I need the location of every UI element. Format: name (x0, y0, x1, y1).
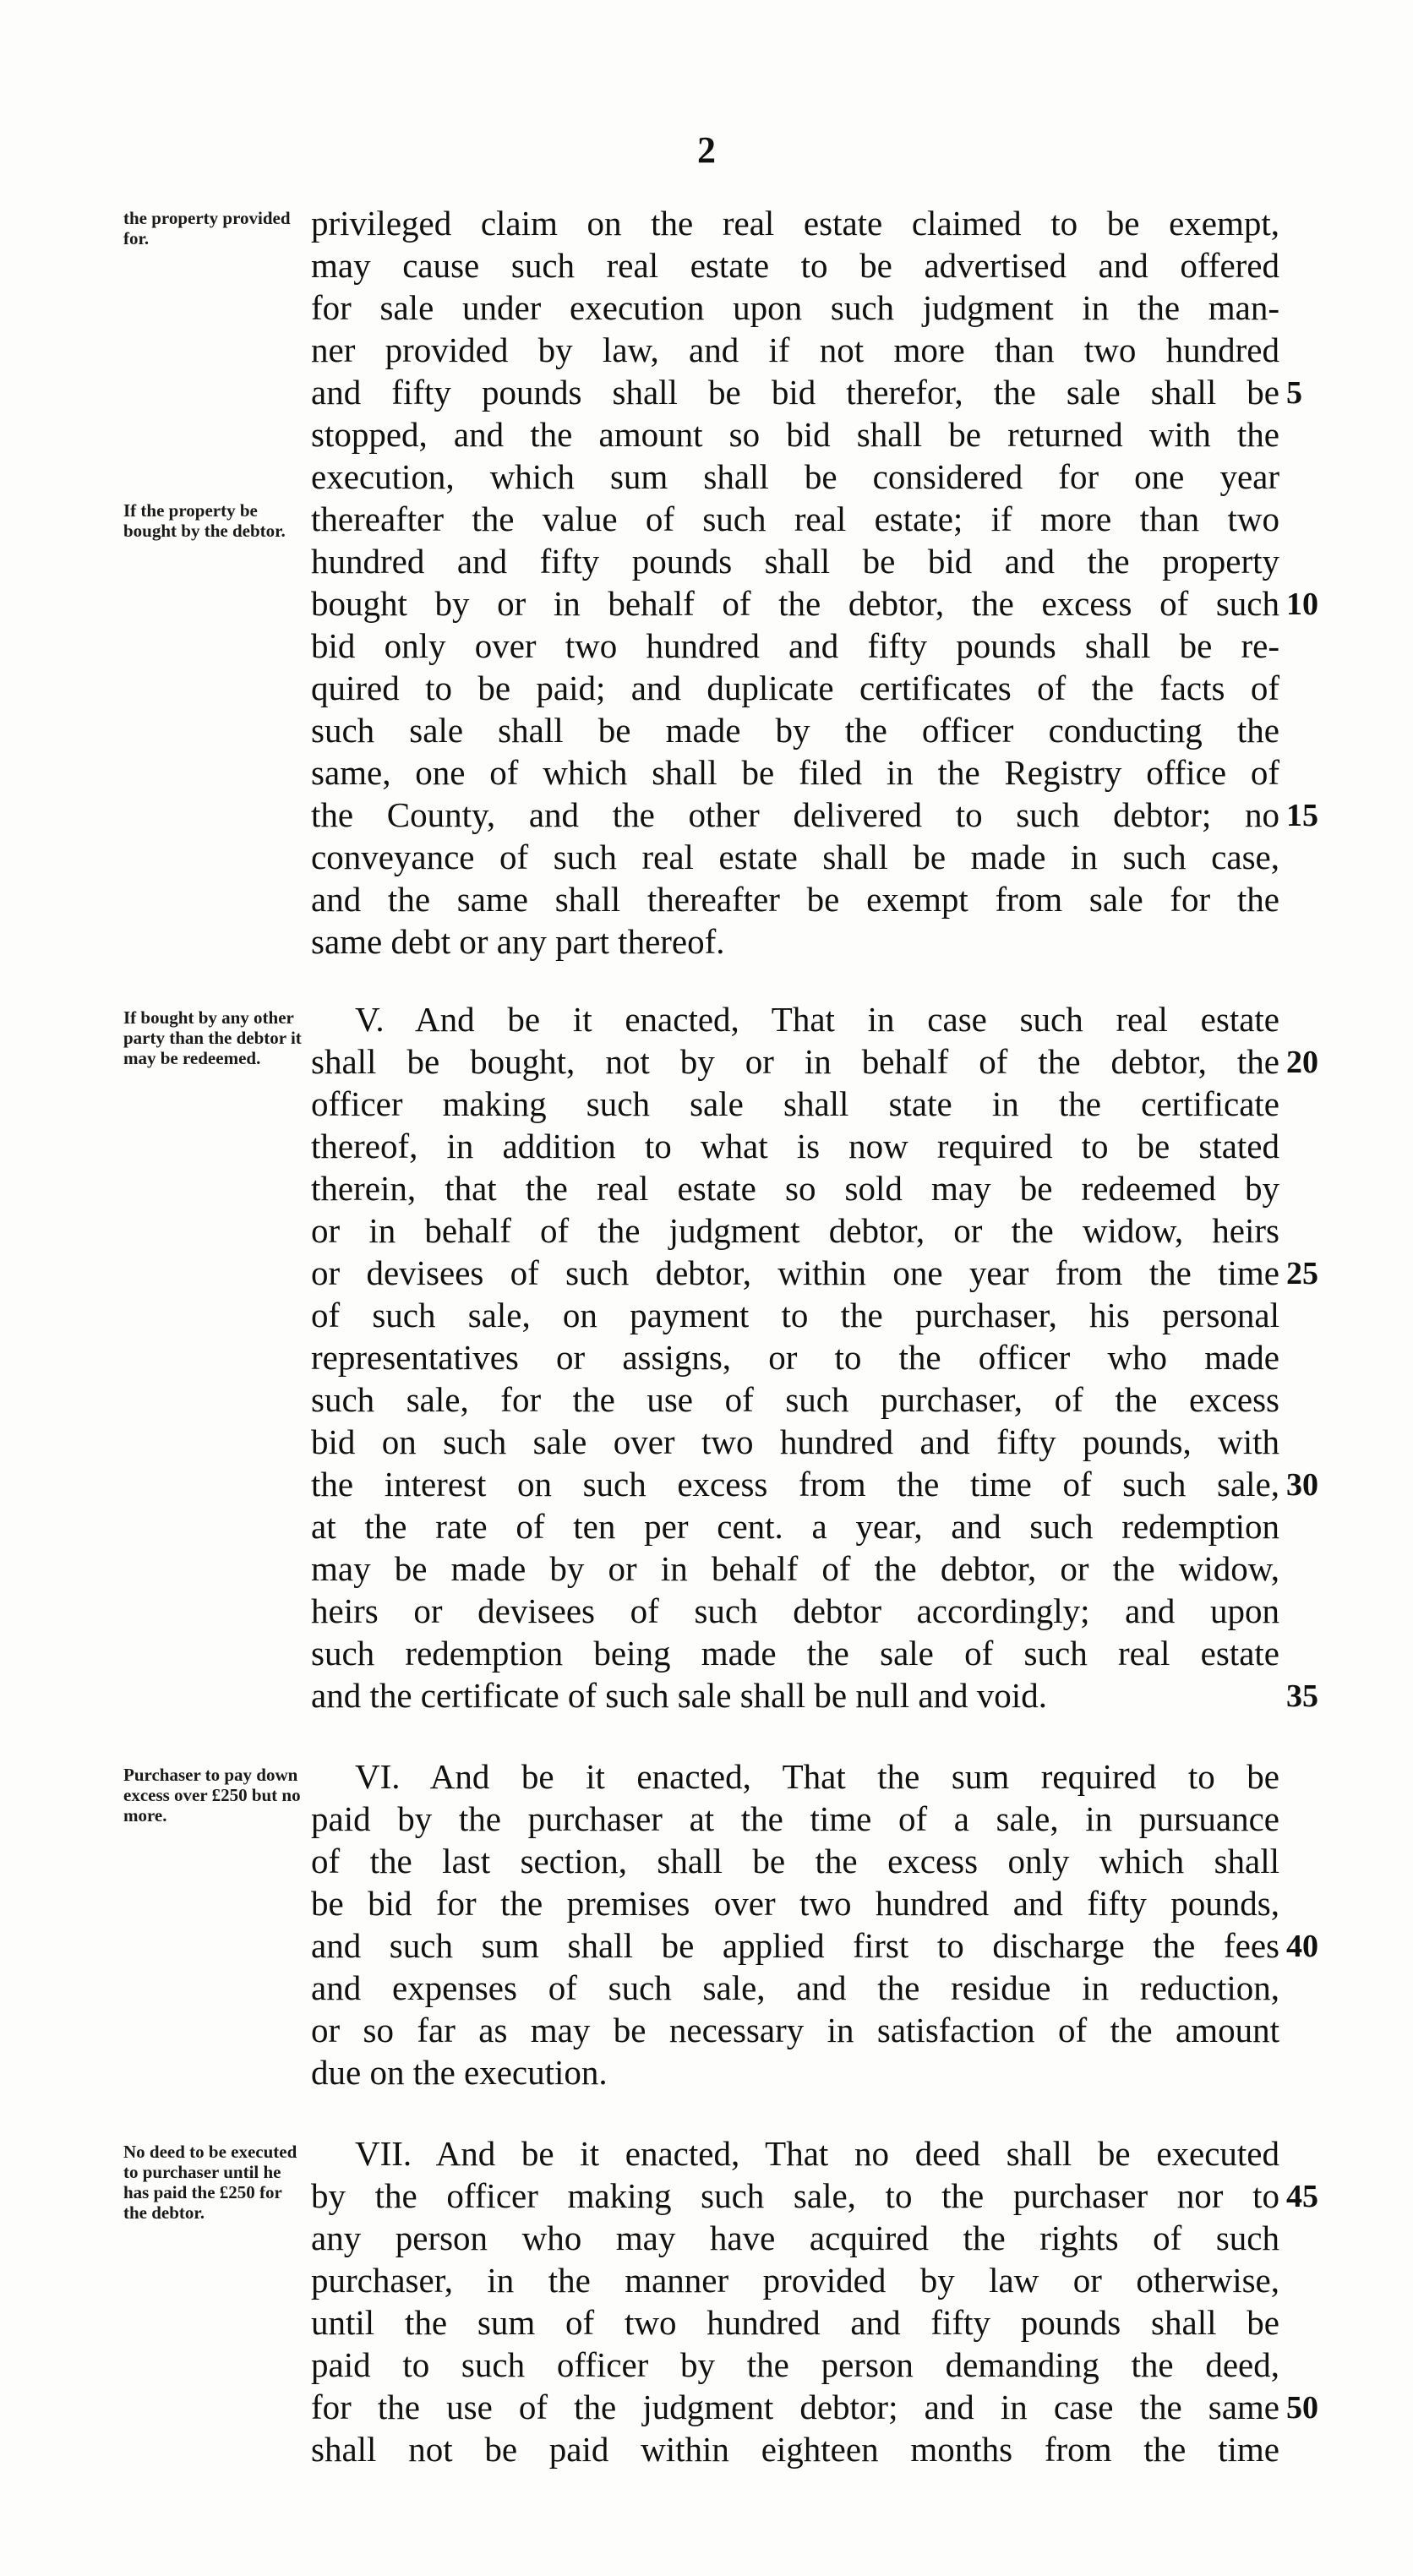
text-line: any person who may have acquired the rights of such (311, 2219, 1279, 2257)
text-line: and expenses of such sale, and the residue in reduction, (311, 1968, 1279, 2007)
text-line: be bid for the premises over two hundred and fifty pounds, (311, 1884, 1279, 1923)
text-line: paid to such officer by the person demanding the deed, (311, 2345, 1279, 2384)
text-line: thereof, in addition to what is now required to be stated (311, 1127, 1279, 1165)
text-line: may cause such real estate to be advertised and offered (311, 246, 1279, 285)
line-number: 35 (1286, 1678, 1318, 1714)
text-line: of such sale, on payment to the purchaser, his personal (311, 1296, 1279, 1334)
text-line: heirs or devisees of such debtor accordingly; and upon (311, 1591, 1279, 1630)
text-line: therein, that the real estate so sold may be redeemed by (311, 1169, 1279, 1208)
text-line: bid on such sale over two hundred and fifty pounds, with (311, 1422, 1279, 1461)
text-line: and fifty pounds shall be bid therefor, the sale shall be (311, 373, 1279, 412)
text-line: and such sum shall be applied first to discharge the fees (311, 1926, 1279, 1965)
text-line: shall not be paid within eighteen months from the time (311, 2430, 1279, 2469)
text-line: officer making such sale shall state in the certificate (311, 1084, 1279, 1123)
text-line: and the certificate of such sale shall be null and void. (311, 1676, 1047, 1715)
text-line: the interest on such excess from the time of such sale, (311, 1465, 1279, 1504)
text-line: bought by or in behalf of the debtor, the excess of such (311, 584, 1279, 623)
text-line: at the rate of ten per cent. a year, and such redemption (311, 1507, 1279, 1546)
text-line: shall be bought, not by or in behalf of the debtor, the (311, 1042, 1279, 1081)
text-line: bid only over two hundred and fifty pounds shall be re- (311, 626, 1279, 665)
section-heading-line: V. And be it enacted, That in case such real estate (355, 1000, 1279, 1039)
text-line: and the same shall thereafter be exempt from sale for the (311, 880, 1279, 919)
text-line: representatives or assigns, or to the officer who made (311, 1338, 1279, 1377)
margin-note: If the property be bought by the debtor. (123, 500, 286, 541)
text-line: conveyance of such real estate shall be made in such case, (311, 838, 1279, 876)
line-number: 5 (1286, 375, 1302, 411)
text-line: privileged claim on the real estate claimed to be exempt, (311, 204, 1279, 243)
line-number: 20 (1286, 1045, 1318, 1080)
text-line: for sale under execution upon such judgment in the man- (311, 288, 1279, 327)
margin-note: the property provided for. (123, 208, 291, 248)
page-number: 2 (697, 129, 716, 171)
text-line: stopped, and the amount so bid shall be returned with the (311, 415, 1279, 454)
section-heading-line: VI. And be it enacted, That the sum required to be (355, 1757, 1279, 1796)
text-line: by the officer making such sale, to the purchaser nor to (311, 2176, 1279, 2215)
margin-note: If bought by any other party than the debtor it may be redeemed. (123, 1007, 302, 1068)
text-line: same debt or any part thereof. (311, 922, 725, 961)
text-line: purchaser, in the manner provided by law or otherwise, (311, 2261, 1279, 2300)
text-line: such redemption being made the sale of such real estate (311, 1634, 1279, 1673)
line-number: 10 (1286, 587, 1318, 622)
text-line: or devisees of such debtor, within one year from the time (311, 1253, 1279, 1292)
text-line: due on the execution. (311, 2053, 608, 2092)
line-number: 40 (1286, 1929, 1318, 1964)
text-line: for the use of the judgment debtor; and in case the same (311, 2388, 1279, 2426)
text-line: hundred and fifty pounds shall be bid and the property (311, 542, 1279, 581)
text-line: or in behalf of the judgment debtor, or the widow, heirs (311, 1211, 1279, 1250)
text-line: until the sum of two hundred and fifty pounds shall be (311, 2303, 1279, 2342)
text-line: thereafter the value of such real estate; if more than two (311, 499, 1279, 538)
text-line: execution, which sum shall be considered for one year (311, 457, 1279, 496)
text-line: of the last section, shall be the excess only which shall (311, 1842, 1279, 1880)
line-number: 15 (1286, 798, 1318, 833)
margin-note: No deed to be executed to purchaser until he has paid the £250 for the debtor. (123, 2142, 297, 2223)
text-line: may be made by or in behalf of the debtor, or the widow, (311, 1549, 1279, 1588)
text-line: ner provided by law, and if not more than two hundred (311, 330, 1279, 369)
line-number: 25 (1286, 1256, 1318, 1291)
text-line: paid by the purchaser at the time of a sale, in pursuance (311, 1799, 1279, 1838)
text-line: such sale, for the use of such purchaser, of the excess (311, 1380, 1279, 1419)
line-number: 50 (1286, 2390, 1318, 2426)
text-line: such sale shall be made by the officer conducting the (311, 711, 1279, 750)
line-number: 45 (1286, 2179, 1318, 2214)
text-line: same, one of which shall be filed in the Registry office of (311, 753, 1279, 792)
text-line: quired to be paid; and duplicate certificates of the facts of (311, 669, 1279, 707)
section-heading-line: VII. And be it enacted, That no deed shall be executed (355, 2134, 1279, 2173)
line-number: 30 (1286, 1467, 1318, 1503)
margin-note: Purchaser to pay down excess over £250 but no more. (123, 1765, 301, 1826)
text-line: or so far as may be necessary in satisfaction of the amount (311, 2011, 1279, 2049)
text-line: the County, and the other delivered to such debtor; no (311, 795, 1279, 834)
